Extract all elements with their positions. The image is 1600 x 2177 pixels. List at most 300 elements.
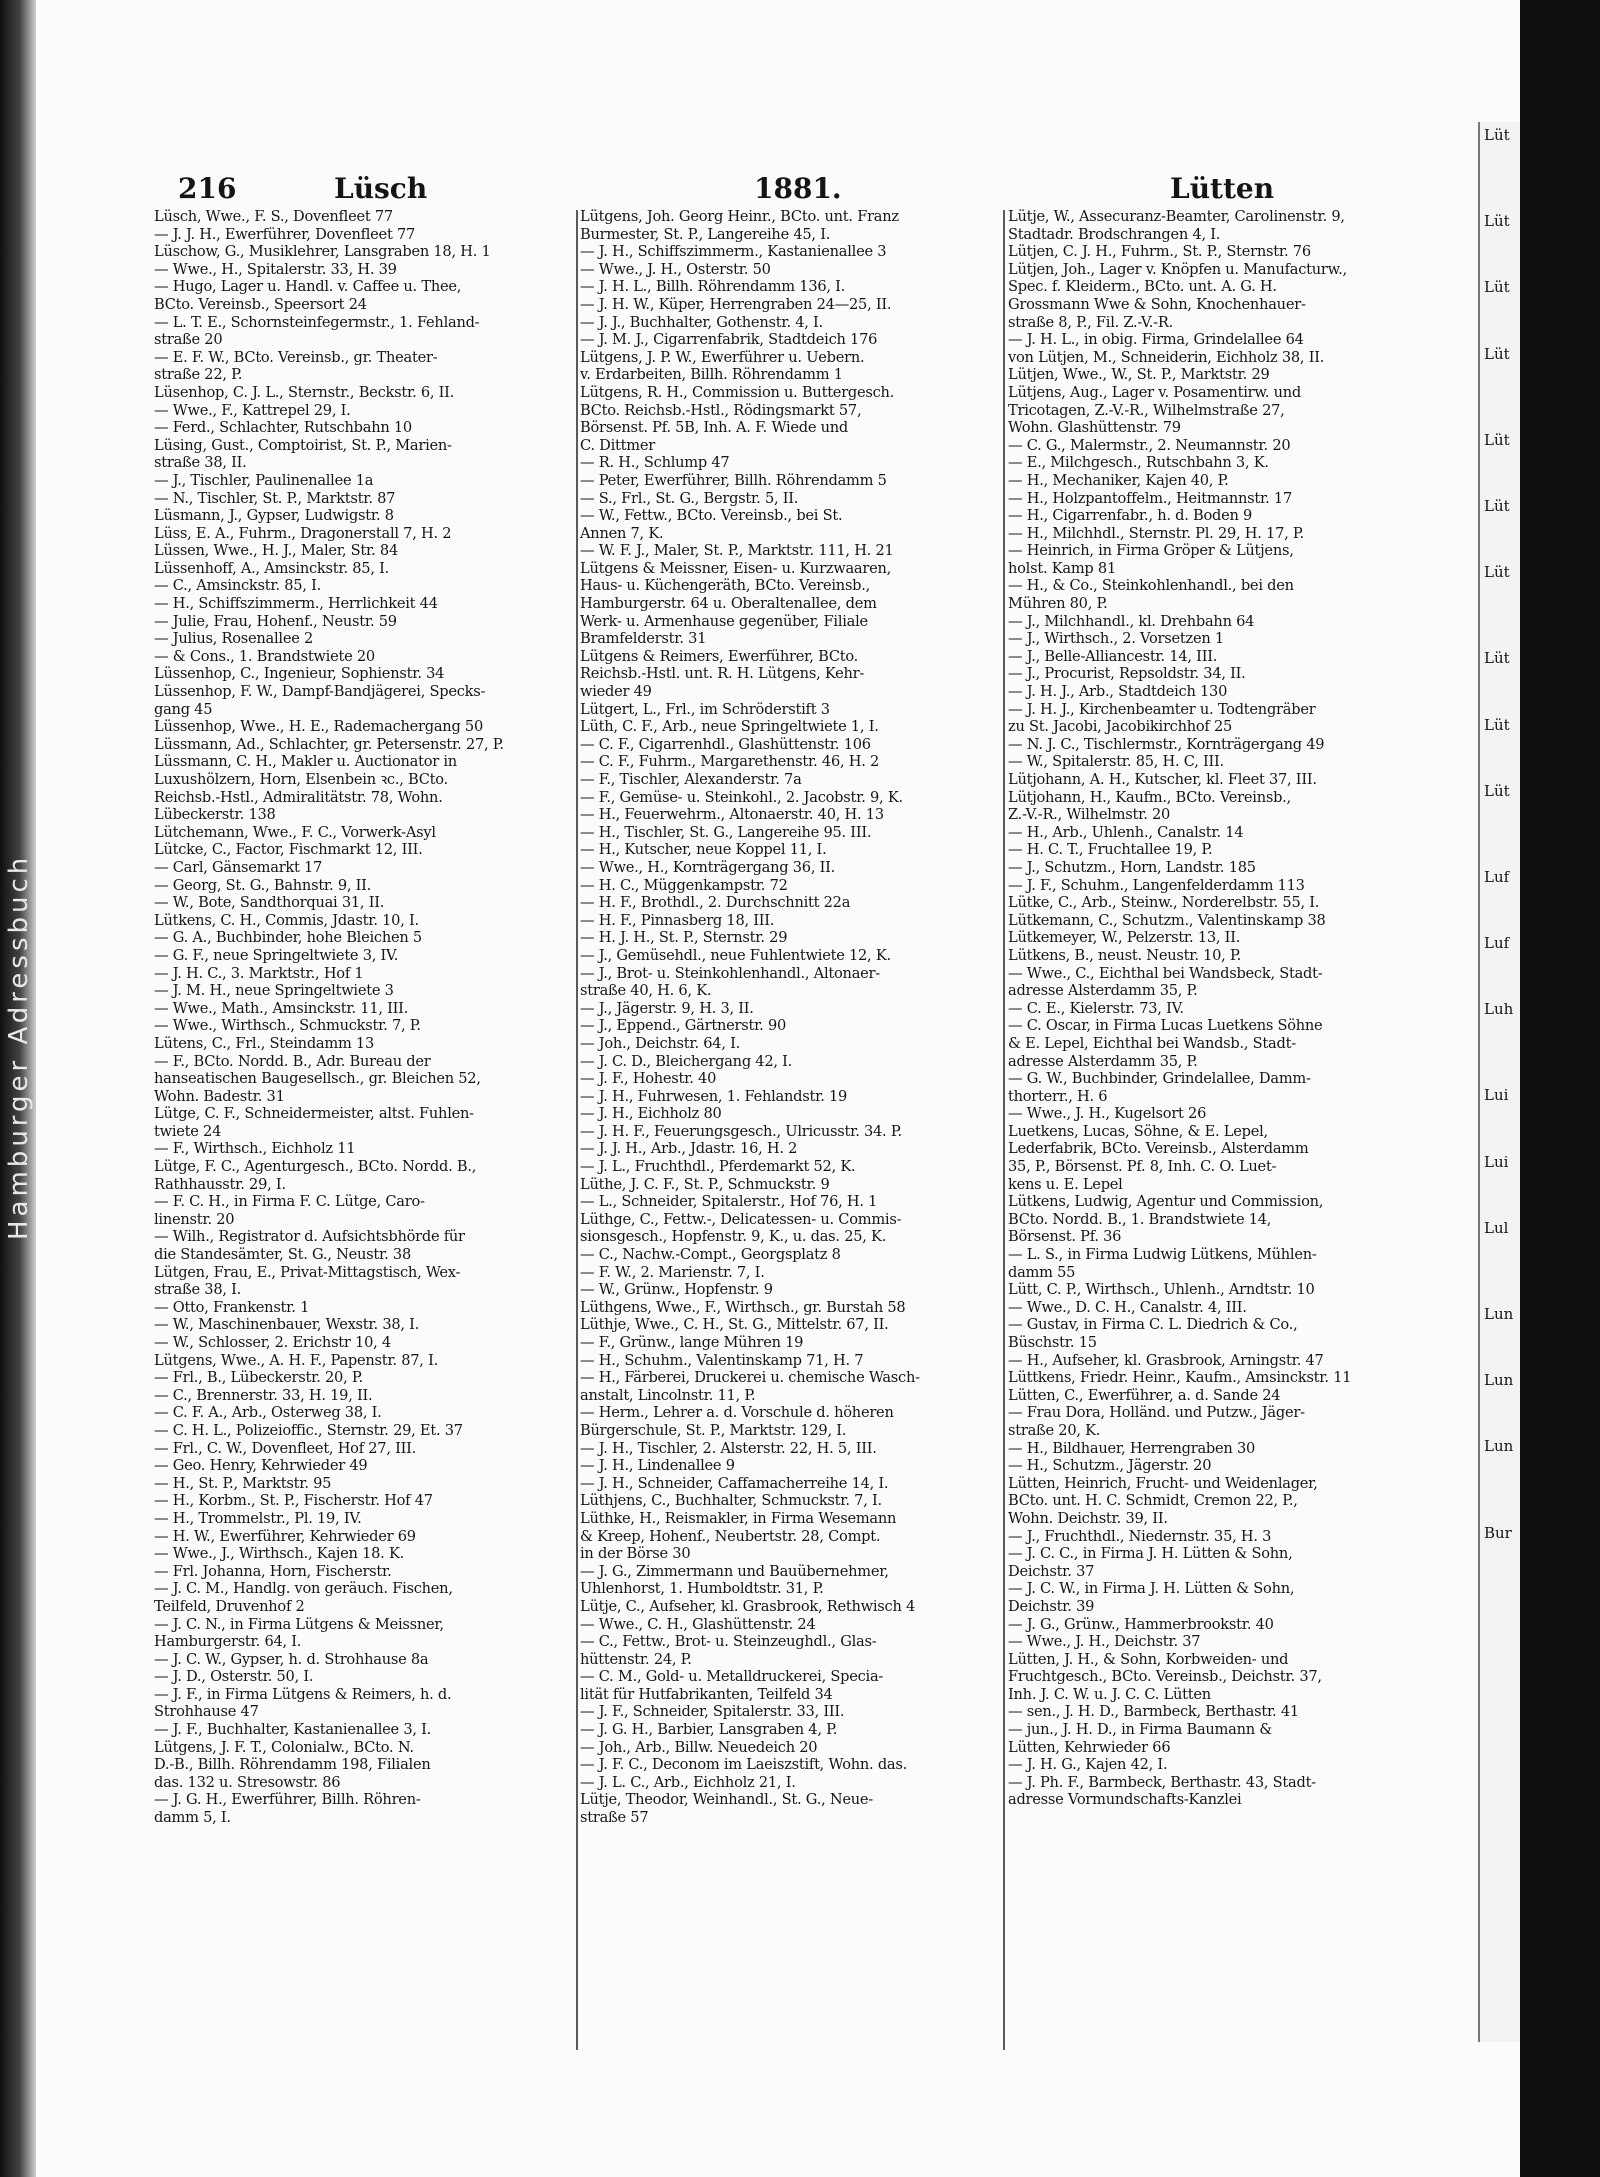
directory-entry-line: — H., Aufseher, kl. Grasbrook, Arningstr. 47: [1008, 1351, 1324, 1369]
directory-column-3: [1008, 208, 1428, 1809]
directory-entry-line: Lütjens, Aug., Lager v. Posamentirw. und: [1008, 383, 1302, 401]
directory-entry-line: Tricotagen, Z.-V.-R., Wilhelmstraße 27,: [1008, 401, 1285, 419]
directory-entry-line: — Frl. Johanna, Horn, Fischerstr.: [154, 1562, 392, 1580]
directory-entry-line: straße 20: [154, 331, 223, 349]
directory-entry-line: Lütje, Theodor, Weinhandl., St. G., Neue-: [580, 1791, 873, 1809]
directory-entry-line: Lütten, J. H., & Sohn, Korbweiden- und: [1008, 1650, 1289, 1668]
next-page-fragment: Luf: [1484, 867, 1510, 886]
directory-entry-line: — W., Grünw., Hopfenstr. 9: [580, 1281, 773, 1299]
directory-entry-line: Lütkemeyer, W., Pelzerstr. 13, II.: [1008, 929, 1241, 947]
directory-entry-line: Haus- u. Küchengeräth, BCto. Vereinsb.,: [580, 577, 871, 595]
directory-entry-line: — G. F., neue Springeltwiete 3, IV.: [154, 946, 399, 964]
directory-entry-line: Hamburgerstr. 64, I.: [154, 1633, 302, 1651]
directory-entry-line: — J. L., Fruchthdl., Pferdemarkt 52, K.: [580, 1158, 856, 1176]
directory-entry-line: Lüssmann, Ad., Schlachter, gr. Petersenstr. 27, P.: [154, 735, 504, 753]
directory-entry-line: Wohn. Glashüttenstr. 79: [1008, 419, 1181, 437]
directory-entry-line: lität für Hutfabrikanten, Teilfeld 34: [580, 1685, 833, 1703]
directory-entry-line: — J. G., Grünw., Hammerbrookstr. 40: [1008, 1615, 1274, 1633]
next-page-fragment: Lüt: [1484, 430, 1510, 449]
next-page-fragment: Lüt: [1484, 126, 1510, 144]
directory-entry-line: — J. F., Schuhm., Langenfelderdamm 113: [1008, 876, 1305, 894]
directory-entry-line: — Wwe., J. H., Osterstr. 50: [580, 260, 771, 278]
directory-entry-line: Büschstr. 15: [1008, 1334, 1097, 1351]
directory-entry-line: — J. F., Hohestr. 40: [580, 1070, 717, 1088]
directory-entry-line: — C. E., Kielerstr. 73, IV.: [1008, 999, 1184, 1017]
directory-entry-line: Lütke, C., Arb., Steinw., Norderelbstr. 55, I.: [1008, 894, 1320, 912]
directory-entry-line: holst. Kamp 81: [1008, 559, 1116, 577]
directory-entry-line: — J. D., Osterstr. 50, I.: [154, 1668, 314, 1686]
directory-entry-line: — N. J. C., Tischlermstr., Kornträgergang 49: [1008, 735, 1325, 753]
directory-entry-line: Lüthjens, C., Buchhalter, Schmuckstr. 7, I.: [580, 1492, 882, 1510]
directory-entry-line: gang 45: [154, 700, 213, 718]
directory-entry-line: — J. C. D., Bleichergang 42, I.: [580, 1052, 793, 1070]
directory-entry-line: straße 8, P., Fil. Z.-V.-R.: [1008, 313, 1173, 331]
directory-entry-line: & E. Lepel, Eichthal bei Wandsb., Stadt-: [1008, 1034, 1296, 1052]
directory-entry-line: Lüssenhop, Wwe., H. E., Rademachergang 50: [154, 718, 483, 736]
directory-entry-line: Lütjohann, H., Kaufm., BCto. Vereinsb.,: [1008, 788, 1291, 806]
directory-entry-line: Lütje, C., Aufseher, kl. Grasbrook, Rethwisch 4: [580, 1597, 916, 1615]
directory-entry-line: Lütge, C. F., Schneidermeister, altst. Fuhlen-: [154, 1105, 474, 1123]
column-divider: [1003, 210, 1005, 2050]
directory-entry-line: — J. H., Schneider, Caffamacherreihe 14, I.: [580, 1474, 889, 1492]
directory-entry-line: — H. J. H., St. P., Sternstr. 29: [580, 929, 788, 947]
directory-entry-line: — Frl., C. W., Dovenfleet, Hof 27, III.: [154, 1439, 417, 1457]
directory-entry-line: Bramfelderstr. 31: [580, 630, 707, 648]
directory-entry-line: Lütkens, C. H., Commis, Jdastr. 10, I.: [154, 911, 419, 929]
directory-entry-line: Lüssenhop, F. W., Dampf-Bandjägerei, Specks-: [154, 683, 486, 701]
directory-entry-line: — G. A., Buchbinder, hohe Bleichen 5: [154, 929, 422, 947]
dark-background-edge: [1520, 0, 1600, 2177]
directory-entry-line: Hamburgerstr. 64 u. Oberaltenallee, dem: [580, 595, 877, 613]
directory-entry-line: Lütt, C. P., Wirthsch., Uhlenh., Arndtstr. 10: [1008, 1281, 1315, 1299]
directory-entry-line: — J. H. J., Kirchenbeamter u. Todtengräber: [1008, 700, 1316, 718]
directory-entry-line: — H., Schuhm., Valentinskamp 71, H. 7: [580, 1351, 864, 1369]
directory-entry-line: — J. H. L., Billh. Röhrendamm 136, I.: [580, 278, 846, 296]
directory-entry-line: — F., Gemüse- u. Steinkohl., 2. Jacobstr. 9, K.: [580, 788, 903, 806]
directory-entry-line: — Georg, St. G., Bahnstr. 9, II.: [154, 876, 372, 894]
directory-entry-line: — J., Procurist, Repsoldstr. 34, II.: [1008, 665, 1246, 683]
directory-entry-line: thorterr., H. 6: [1008, 1087, 1108, 1105]
directory-entry-line: — Herm., Lehrer a. d. Vorschule d. höheren: [580, 1404, 894, 1422]
next-page-fragment: Lüt: [1484, 278, 1510, 297]
directory-entry-line: straße 38, II.: [154, 454, 247, 472]
directory-entry-line: — H., Holzpantoffelm., Heitmannstr. 17: [1008, 489, 1293, 507]
directory-entry-line: — J. J. H., Arb., Jdastr. 16, H. 2: [580, 1140, 798, 1158]
directory-entry-line: D.-B., Billh. Röhrendamm 198, Filialen: [154, 1756, 431, 1774]
directory-entry-line: — L. S., in Firma Ludwig Lütkens, Mühlen-: [1008, 1246, 1317, 1264]
next-page-fragment: Lüt: [1484, 496, 1510, 515]
directory-entry-line: — J. H. J., Arb., Stadtdeich 130: [1008, 683, 1228, 701]
directory-entry-line: — Wilh., Registrator d. Aufsichtsbhörde für: [154, 1228, 465, 1246]
directory-entry-line: — J. H. C., 3. Marktstr., Hof 1: [154, 964, 364, 982]
column-divider: [576, 210, 578, 2050]
directory-entry-line: Lüssen, Wwe., H. J., Maler, Str. 84: [154, 542, 398, 560]
directory-entry-line: Lüthe, J. C. F., St. P., Schmuckstr. 9: [580, 1175, 830, 1193]
directory-entry-line: Lütchemann, Wwe., F. C., Vorwerk-Asyl: [154, 823, 436, 841]
directory-entry-line: Lütgens, J. P. W., Ewerführer u. Uebern.: [580, 348, 865, 366]
directory-entry-line: v. Erdarbeiten, Billh. Röhrendamm 1: [580, 366, 843, 384]
next-page-fragment: Lun: [1484, 1437, 1514, 1456]
directory-entry-line: — H., Trommelstr., Pl. 19, IV.: [154, 1509, 362, 1527]
directory-entry-line: Lütcke, C., Factor, Fischmarkt 12, III.: [154, 841, 423, 859]
directory-entry-line: — jun., J. H. D., in Firma Baumann &: [1008, 1721, 1273, 1739]
spine-label: [2, 360, 34, 1260]
directory-entry-line: Lütgert, L., Frl., im Schröderstift 3: [580, 700, 830, 718]
directory-entry-line: Lüthje, Wwe., C. H., St. G., Mittelstr. 67, II.: [580, 1316, 889, 1334]
directory-entry-line: — C. F. A., Arb., Osterweg 38, I.: [154, 1404, 382, 1422]
directory-entry-line: — J. G. H., Barbier, Lansgraben 4, P.: [580, 1721, 838, 1739]
directory-entry-line: — F., BCto. Nordd. B., Adr. Bureau der: [154, 1052, 431, 1070]
directory-entry-line: Lederfabrik, BCto. Vereinsb., Alsterdamm: [1008, 1140, 1309, 1158]
directory-entry-line: — Wwe., C. H., Glashüttenstr. 24: [580, 1615, 816, 1633]
directory-entry-line: — Wwe., J., Wirthsch., Kajen 18. K.: [154, 1545, 404, 1563]
directory-entry-line: — N., Tischler, St. P., Marktstr. 87: [154, 489, 396, 507]
next-page-edge: [1478, 122, 1524, 2042]
directory-entry-line: wieder 49: [580, 683, 652, 701]
directory-entry-line: Lüssenhoff, A., Amsinckstr. 85, I.: [154, 559, 390, 577]
directory-entry-line: Lütkemann, C., Schutzm., Valentinskamp 38: [1008, 911, 1326, 929]
directory-entry-line: — C. H. L., Polizeioffic., Sternstr. 29, Et. 37: [154, 1421, 463, 1439]
directory-entry-line: Lüssenhop, C., Ingenieur, Sophienstr. 34: [154, 665, 445, 683]
directory-entry-line: — J. J. H., Ewerführer, Dovenfleet 77: [154, 225, 416, 243]
directory-entry-line: — J., Gemüsehdl., neue Fuhlentwiete 12, K.: [580, 946, 891, 964]
directory-entry-line: — J. M. J., Cigarrenfabrik, Stadtdeich 176: [580, 331, 878, 349]
next-page-fragment: Lun: [1484, 1305, 1514, 1323]
directory-entry-line: — Heinrich, in Firma Gröper & Lütjens,: [1008, 542, 1294, 560]
directory-entry-line: — Frau Dora, Holländ. und Putzw., Jäger-: [1008, 1404, 1305, 1422]
header-year: 1881.: [754, 172, 842, 205]
directory-entry-line: Uhlenhorst, 1. Humboldtstr. 31, P.: [580, 1580, 824, 1598]
next-page-fragment: Bur: [1484, 1523, 1512, 1542]
directory-entry-line: straße 38, I.: [154, 1281, 242, 1299]
directory-entry-line: in der Börse 30: [580, 1545, 691, 1563]
directory-entry-line: — Wwe., J. H., Deichstr. 37: [1008, 1633, 1201, 1651]
directory-entry-line: Lüschow, G., Musiklehrer, Lansgraben 18, H. 1: [154, 243, 491, 261]
directory-entry-line: hanseatischen Baugesellsch., gr. Bleichen 52,: [154, 1070, 481, 1088]
directory-entry-line: Lütens, C., Frl., Steindamm 13: [154, 1034, 374, 1052]
directory-entry-line: — C., Nachw.-Compt., Georgsplatz 8: [580, 1246, 841, 1264]
directory-entry-line: — Wwe., D. C. H., Canalstr. 4, III.: [1008, 1298, 1247, 1316]
directory-entry-line: — J. H., Lindenallee 9: [580, 1457, 735, 1475]
directory-entry-line: — H. W., Ewerführer, Kehrwieder 69: [154, 1527, 416, 1545]
directory-entry-line: — J. F., in Firma Lütgens & Reimers, h. d.: [154, 1685, 452, 1703]
directory-entry-line: — & Cons., 1. Brandstwiete 20: [154, 647, 375, 665]
directory-entry-line: Lütjen, C. J. H., Fuhrm., St. P., Sternstr. 76: [1008, 243, 1311, 261]
directory-entry-line: — R. H., Schlump 47: [580, 454, 730, 472]
directory-entry-line: — J. C. W., Gypser, h. d. Strohhause 8a: [154, 1650, 429, 1668]
directory-entry-line: Lüsmann, J., Gypser, Ludwigstr. 8: [154, 507, 394, 525]
directory-entry-line: Lütgen, Frau, E., Privat-Mittagstisch, Wex-: [154, 1263, 461, 1281]
directory-entry-line: — H. F., Brothdl., 2. Durchschnitt 22a: [580, 894, 851, 912]
directory-entry-line: — J. H., Tischler, 2. Alsterstr. 22, H. 5, III.: [580, 1439, 877, 1457]
directory-entry-line: — J., Belle-Alliancestr. 14, III.: [1008, 647, 1218, 665]
header-left-word: Lüsch: [334, 172, 428, 205]
directory-entry-line: Lüthke, H., Reismakler, in Firma Wesemann: [580, 1509, 897, 1527]
directory-entry-line: — Wwe., Wirthsch., Schmuckstr. 7, P.: [154, 1017, 421, 1035]
directory-entry-line: — E., Milchgesch., Rutschbahn 3, K.: [1008, 454, 1269, 472]
directory-entry-line: — J. C. N., in Firma Lütgens & Meissner,: [154, 1615, 444, 1633]
directory-entry-line: — G. W., Buchbinder, Grindelallee, Damm-: [1008, 1070, 1311, 1088]
directory-entry-line: — C., Fettw., Brot- u. Steinzeughdl., Glas-: [580, 1633, 877, 1651]
directory-entry-line: von Lütjen, M., Schneiderin, Eichholz 38, II.: [1008, 348, 1325, 366]
directory-entry-line: — Frl., B., Lübeckerstr. 20, P.: [154, 1369, 363, 1387]
next-page-fragment: Lüt: [1484, 344, 1510, 363]
directory-entry-line: Deichstr. 39: [1008, 1597, 1095, 1615]
directory-entry-line: damm 5, I.: [154, 1809, 231, 1827]
directory-entry-line: BCto. Reichsb.-Hstl., Rödingsmarkt 57,: [580, 401, 862, 419]
directory-entry-line: Teilfeld, Druvenhof 2: [154, 1597, 305, 1615]
directory-entry-line: — H., Cigarrenfabr., h. d. Boden 9: [1008, 507, 1253, 525]
directory-entry-line: — H., Kutscher, neue Koppel 11, I.: [580, 841, 827, 859]
directory-entry-line: Lüsing, Gust., Comptoirist, St. P., Marien-: [154, 436, 452, 454]
directory-entry-line: — J. F. C., Deconom im Laeiszstift, Wohn. das.: [580, 1756, 908, 1774]
directory-column-1: [154, 208, 574, 1827]
directory-entry-line: Lütge, F. C., Agenturgesch., BCto. Nordd. B.,: [154, 1158, 477, 1176]
directory-entry-line: — J., Schutzm., Horn, Landstr. 185: [1008, 858, 1256, 876]
directory-entry-line: Lüss, E. A., Fuhrm., Dragonerstall 7, H. 2: [154, 524, 452, 542]
directory-entry-line: — L. T. E., Schornsteinfegermstr., 1. Fehland-: [154, 313, 480, 331]
directory-entry-line: straße 22, P.: [154, 366, 243, 384]
directory-entry-line: C. Dittmer: [580, 436, 655, 454]
directory-entry-line: Fruchtgesch., BCto. Vereinsb., Deichstr. 37,: [1008, 1668, 1322, 1686]
directory-entry-line: — H., Bildhauer, Herrengraben 30: [1008, 1439, 1256, 1457]
directory-entry-line: — W., Spitalerstr. 85, H. C, III.: [1008, 753, 1224, 771]
directory-entry-line: BCto. unt. H. C. Schmidt, Cremon 22, P.,: [1008, 1492, 1298, 1510]
directory-entry-line: — Joh., Arb., Billw. Neuedeich 20: [580, 1738, 818, 1756]
directory-entry-line: — C., Brennerstr. 33, H. 19, II.: [154, 1386, 373, 1404]
directory-entry-line: — J. G. H., Ewerführer, Billh. Röhren-: [154, 1791, 421, 1809]
directory-entry-line: — H., Mechaniker, Kajen 40, P.: [1008, 471, 1229, 489]
directory-entry-line: — H., Korbm., St. P., Fischerstr. Hof 47: [154, 1492, 433, 1510]
directory-entry-line: Spec. f. Kleiderm., BCto. unt. A. G. H.: [1008, 278, 1277, 296]
directory-entry-line: Lüttkens, Friedr. Heinr., Kaufm., Amsinckstr. 11: [1008, 1369, 1352, 1387]
directory-entry-line: Börsenst. Pf. 36: [1008, 1228, 1122, 1246]
directory-entry-line: — J. C. C., in Firma J. H. Lütten & Sohn,: [1008, 1545, 1293, 1563]
directory-entry-line: — H., & Co., Steinkohlenhandl., bei den: [1008, 577, 1294, 595]
directory-entry-line: — J. M. H., neue Springeltwiete 3: [154, 982, 394, 1000]
directory-entry-line: — H., Schutzm., Jägerstr. 20: [1008, 1457, 1212, 1475]
directory-entry-line: Lütgens & Reimers, Ewerführer, BCto.: [580, 647, 859, 665]
directory-entry-line: — Julie, Frau, Hohenf., Neustr. 59: [154, 612, 397, 630]
directory-entry-line: adresse Vormundschafts-Kanzlei: [1008, 1791, 1242, 1809]
directory-entry-line: — F., Wirthsch., Eichholz 11: [154, 1140, 356, 1158]
directory-entry-line: straße 20, K.: [1008, 1421, 1101, 1439]
directory-entry-line: — Gustav, in Firma C. L. Diedrich & Co.,: [1008, 1316, 1298, 1334]
directory-entry-line: Mühren 80, P.: [1008, 595, 1108, 613]
next-page-fragment: Luf: [1484, 934, 1510, 953]
directory-entry-line: Lütgens, Wwe., A. H. F., Papenstr. 87, I.: [154, 1351, 438, 1369]
directory-entry-line: — W., Fettw., BCto. Vereinsb., bei St.: [580, 507, 843, 525]
directory-entry-line: — J., Milchhandl., kl. Drehbahn 64: [1008, 612, 1255, 630]
directory-entry-line: straße 40, H. 6, K.: [580, 982, 712, 1000]
directory-entry-line: — J., Eppend., Gärtnerstr. 90: [580, 1017, 787, 1035]
directory-entry-line: Lütgens, J. F. T., Colonialw., BCto. N.: [154, 1738, 414, 1756]
directory-entry-line: Lütgens & Meissner, Eisen- u. Kurzwaaren,: [580, 559, 892, 577]
directory-entry-line: — Carl, Gänsemarkt 17: [154, 858, 323, 876]
directory-entry-line: Lütjohann, A. H., Kutscher, kl. Fleet 37, III.: [1008, 771, 1317, 788]
directory-entry-line: — J., Tischler, Paulinenallee 1a: [154, 471, 374, 489]
directory-entry-line: — H., St. P., Marktstr. 95: [154, 1474, 332, 1492]
directory-entry-line: Lübeckerstr. 138: [154, 806, 276, 824]
directory-entry-line: Lütje, W., Assecuranz-Beamter, Carolinenstr. 9,: [1008, 208, 1345, 225]
directory-entry-line: — J. H. F., Feuerungsgesch., Ulricusstr. 34. P.: [580, 1122, 902, 1140]
directory-entry-line: Luxushölzern, Horn, Elsenbein ꝛc., BCto.: [154, 771, 448, 788]
directory-entry-line: — Wwe., H., Kornträgergang 36, II.: [580, 858, 836, 876]
directory-entry-line: kens u. E. Lepel: [1008, 1175, 1123, 1193]
next-page-fragment: Lui: [1484, 1152, 1509, 1171]
directory-entry-line: — Wwe., C., Eichthal bei Wandsbeck, Stadt-: [1008, 964, 1323, 982]
directory-entry-line: — Wwe., H., Spitalerstr. 33, H. 39: [154, 260, 397, 278]
directory-entry-line: — J. H., Fuhrwesen, 1. Fehlandstr. 19: [580, 1087, 848, 1105]
next-page-fragment: Lüt: [1484, 649, 1510, 668]
directory-entry-line: — C., Amsinckstr. 85, I.: [154, 577, 322, 595]
directory-entry-line: — J. Ph. F., Barmbeck, Berthastr. 43, Stadt-: [1008, 1773, 1316, 1791]
directory-entry-line: — C. Oscar, in Firma Lucas Luetkens Söhne: [1008, 1017, 1323, 1035]
directory-entry-line: Lütkens, Ludwig, Agentur und Commission,: [1008, 1193, 1324, 1211]
directory-entry-line: — W. F. J., Maler, St. P., Marktstr. 111, H. 21: [580, 542, 894, 560]
directory-entry-line: Lütten, C., Ewerführer, a. d. Sande 24: [1008, 1386, 1281, 1404]
directory-entry-line: — Joh., Deichstr. 64, I.: [580, 1034, 741, 1052]
directory-entry-line: — J., Brot- u. Steinkohlenhandl., Altonaer-: [580, 964, 880, 982]
directory-entry-line: Luetkens, Lucas, Söhne, & E. Lepel,: [1008, 1122, 1268, 1140]
page-number: 216: [178, 172, 237, 205]
directory-entry-line: Lütjen, Joh., Lager v. Knöpfen u. Manufacturw.,: [1008, 260, 1347, 278]
directory-entry-line: — J. H., Schiffszimmerm., Kastanienallee 3: [580, 243, 887, 261]
directory-entry-line: — J. L. C., Arb., Eichholz 21, I.: [580, 1773, 796, 1791]
directory-entry-line: Z.-V.-R., Wilhelmstr. 20: [1008, 806, 1171, 824]
directory-entry-line: Lüthge, C., Fettw.-, Delicatessen- u. Commis-: [580, 1210, 902, 1228]
header-right-word: Lütten: [1170, 172, 1275, 205]
directory-entry-line: — J. C. W., in Firma J. H. Lütten & Sohn,: [1008, 1580, 1295, 1598]
directory-entry-line: — J. F., Buchhalter, Kastanienallee 3, I.: [154, 1721, 432, 1739]
directory-entry-line: — E. F. W., BCto. Vereinsb., gr. Theater-: [154, 348, 438, 366]
directory-entry-line: — J. H. G., Kajen 42, I.: [1008, 1756, 1168, 1774]
directory-entry-line: — H. C., Müggenkampstr. 72: [580, 876, 788, 894]
directory-entry-line: Bürgerschule, St. P., Marktstr. 129, I.: [580, 1421, 847, 1439]
directory-entry-line: & Kreep, Hohenf., Neubertstr. 28, Compt.: [580, 1527, 881, 1545]
directory-entry-line: Strohhause 47: [154, 1703, 259, 1721]
directory-entry-line: — F. C. H., in Firma F. C. Lütge, Caro-: [154, 1193, 425, 1211]
directory-entry-line: — Hugo, Lager u. Handl. v. Caffee u. Thee,: [154, 278, 462, 296]
directory-entry-line: — F., Tischler, Alexanderstr. 7a: [580, 771, 802, 788]
directory-entry-line: Lütten, Kehrwieder 66: [1008, 1738, 1171, 1756]
directory-entry-line: — W., Schlosser, 2. Erichstr 10, 4: [154, 1334, 391, 1351]
directory-entry-line: Reichsb.-Hstl. unt. R. H. Lütgens, Kehr-: [580, 665, 865, 683]
directory-entry-line: Lütten, Heinrich, Frucht- und Weidenlager,: [1008, 1474, 1318, 1492]
directory-entry-line: Werk- u. Armenhause gegenüber, Filiale: [580, 612, 868, 630]
directory-entry-line: — Wwe., Math., Amsinckstr. 11, III.: [154, 999, 409, 1017]
directory-column-2: [580, 208, 1000, 1827]
directory-entry-line: — J., Jägerstr. 9, H. 3, II.: [580, 999, 754, 1017]
directory-entry-line: — sen., J. H. D., Barmbeck, Berthastr. 41: [1008, 1703, 1299, 1721]
next-page-fragment: Lüt: [1484, 563, 1510, 582]
directory-entry-line: die Standesämter, St. G., Neustr. 38: [154, 1246, 411, 1264]
directory-entry-line: — J. F., Schneider, Spitalerstr. 33, III.: [580, 1703, 845, 1721]
directory-entry-line: zu St. Jacobi, Jacobikirchhof 25: [1008, 718, 1233, 736]
directory-entry-line: Annen 7, K.: [580, 524, 664, 542]
directory-entry-line: — Peter, Ewerführer, Billh. Röhrendamm 5: [580, 471, 887, 489]
directory-entry-line: — C. G., Malermstr., 2. Neumannstr. 20: [1008, 436, 1291, 454]
directory-entry-line: hüttenstr. 24, P.: [580, 1650, 692, 1668]
directory-entry-line: adresse Alsterdamm 35, P.: [1008, 982, 1198, 1000]
directory-entry-line: Stadtadr. Brodschrangen 4, I.: [1008, 225, 1221, 243]
directory-entry-line: — J., Wirthsch., 2. Vorsetzen 1: [1008, 630, 1224, 648]
directory-entry-line: — W., Bote, Sandthorquai 31, II.: [154, 894, 385, 912]
directory-entry-line: — Wwe., F., Kattrepel 29, I.: [154, 401, 351, 419]
directory-entry-line: — Wwe., J. H., Kugelsort 26: [1008, 1105, 1207, 1123]
directory-entry-line: — W., Maschinenbauer, Wexstr. 38, I.: [154, 1316, 420, 1334]
book-spine: [0, 0, 36, 2177]
directory-entry-line: — S., Frl., St. G., Bergstr. 5, II.: [580, 489, 799, 507]
directory-entry-line: Deichstr. 37: [1008, 1562, 1095, 1580]
directory-entry-line: — H. F., Pinnasberg 18, III.: [580, 911, 775, 929]
directory-entry-line: Lüsenhop, C. J. L., Sternstr., Beckstr. 6, II.: [154, 383, 455, 401]
directory-entry-line: Lütjen, Wwe., W., St. P., Marktstr. 29: [1008, 366, 1270, 384]
directory-entry-line: adresse Alsterdamm 35, P.: [1008, 1052, 1198, 1070]
directory-entry-line: — C. M., Gold- u. Metalldruckerei, Specia-: [580, 1668, 884, 1686]
directory-entry-line: Lütgens, Joh. Georg Heinr., BCto. unt. Franz: [580, 208, 899, 225]
directory-entry-line: damm 55: [1008, 1263, 1076, 1281]
directory-entry-line: Lüsch, Wwe., F. S., Dovenfleet 77: [154, 208, 393, 225]
next-page-fragment: Lüt: [1484, 715, 1510, 734]
directory-entry-line: Börsenst. Pf. 5B, Inh. A. F. Wiede und: [580, 419, 849, 437]
directory-entry-line: Lütgens, R. H., Commission u. Buttergesch.: [580, 383, 895, 401]
directory-entry-line: Lüth, C. F., Arb., neue Springeltwiete 1, I.: [580, 718, 879, 736]
directory-entry-line: — H., Tischler, St. G., Langereihe 95. III.: [580, 823, 872, 841]
directory-entry-line: Wohn. Badestr. 31: [154, 1087, 285, 1105]
directory-entry-line: — F. W., 2. Marienstr. 7, I.: [580, 1263, 765, 1281]
directory-entry-line: linenstr. 20: [154, 1210, 235, 1228]
next-page-fragment: Lun: [1484, 1371, 1514, 1390]
directory-entry-line: — H., Arb., Uhlenh., Canalstr. 14: [1008, 823, 1244, 841]
directory-entry-line: sionsgesch., Hopfenstr. 9, K., u. das. 25, K.: [580, 1228, 887, 1246]
directory-entry-line: — F., Grünw., lange Mühren 19: [580, 1334, 804, 1351]
directory-entry-line: — H., Feuerwehrm., Altonaerstr. 40, H. 13: [580, 806, 884, 824]
directory-entry-line: — J. H., Eichholz 80: [580, 1105, 722, 1123]
directory-entry-line: 35, P., Börsenst. Pf. 8, Inh. C. O. Luet-: [1008, 1158, 1277, 1176]
directory-entry-line: — J. J., Buchhalter, Gothenstr. 4, I.: [580, 313, 823, 331]
directory-entry-line: — J. H. W., Küper, Herrengraben 24—25, II.: [580, 295, 892, 313]
directory-entry-line: — C. F., Fuhrm., Margarethenstr. 46, H. 2: [580, 753, 880, 771]
directory-entry-line: — Julius, Rosenallee 2: [154, 630, 314, 648]
page-header: [154, 172, 1428, 208]
directory-entry-line: Rathhausstr. 29, I.: [154, 1175, 286, 1193]
directory-entry-line: — J. C. M., Handlg. von geräuch. Fischen,: [154, 1580, 453, 1598]
next-page-fragment: Luh: [1484, 1000, 1514, 1019]
directory-entry-line: twiete 24: [154, 1122, 222, 1140]
directory-entry-line: — J. H. L., in obig. Firma, Grindelallee 64: [1008, 331, 1304, 349]
directory-entry-line: anstalt, Lincolnstr. 11, P.: [580, 1386, 756, 1404]
directory-entry-line: — C. F., Cigarrenhdl., Glashüttenstr. 106: [580, 735, 871, 753]
directory-entry-line: Lüthgens, Wwe., F., Wirthsch., gr. Burstah 58: [580, 1298, 906, 1316]
directory-entry-line: — H., Schiffszimmerm., Herrlichkeit 44: [154, 595, 438, 613]
directory-entry-line: — Geo. Henry, Kehrwieder 49: [154, 1457, 368, 1475]
spine-text: Hamburger Adressbuch: [4, 853, 34, 1240]
directory-entry-line: Reichsb.-Hstl., Admiralitätstr. 78, Wohn.: [154, 788, 443, 806]
directory-entry-line: Grossmann Wwe & Sohn, Knochenhauer-: [1008, 295, 1306, 313]
directory-entry-line: BCto. Nordd. B., 1. Brandstwiete 14,: [1008, 1210, 1272, 1228]
directory-entry-line: das. 132 u. Stresowstr. 86: [154, 1773, 341, 1791]
directory-entry-line: Inh. J. C. W. u. J. C. C. Lütten: [1008, 1685, 1211, 1703]
next-page-fragment: Lüt: [1484, 212, 1510, 231]
directory-entry-line: Burmester, St. P., Langereihe 45, I.: [580, 225, 831, 243]
directory-entry-line: Lüssmann, C. H., Makler u. Auctionator in: [154, 753, 457, 771]
directory-entry-line: BCto. Vereinsb., Speersort 24: [154, 295, 367, 313]
directory-entry-line: — H., Milchhdl., Sternstr. Pl. 29, H. 17, P.: [1008, 524, 1304, 542]
next-page-fragment: Lüt: [1484, 781, 1510, 800]
next-page-fragment: Lul: [1484, 1218, 1509, 1237]
next-page-fragment: Lui: [1484, 1086, 1509, 1105]
